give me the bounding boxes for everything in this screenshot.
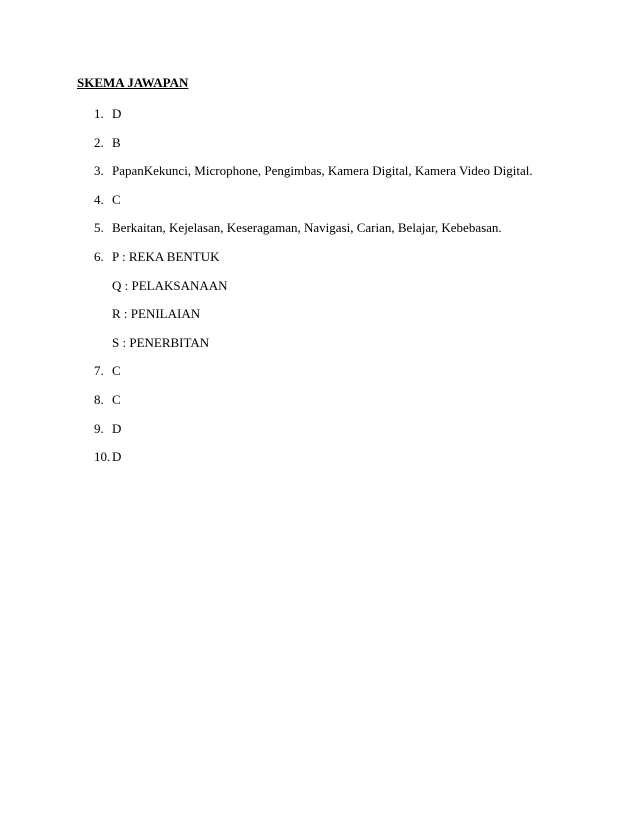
item-number: 4. — [94, 192, 104, 207]
item-answer: B — [112, 135, 121, 150]
sub-item: Q : PELAKSANAAN — [112, 278, 228, 293]
item-number: 8. — [94, 392, 104, 407]
item-number: 2. — [94, 135, 104, 150]
item-answer: P : REKA BENTUK — [112, 249, 220, 264]
sub-item: S : PENERBITAN — [112, 335, 210, 350]
item-answer: D — [112, 421, 122, 436]
item-number: 10. — [94, 449, 111, 464]
item-answer: C — [112, 392, 121, 407]
item-number: 7. — [94, 363, 104, 378]
page-title: SKEMA JAWAPAN — [77, 75, 189, 90]
item-number: 6. — [94, 249, 104, 264]
item-answer: PapanKekunci, Microphone, Pengimbas, Kamera Digital, Kamera Video Digital. — [112, 163, 533, 178]
item-number: 9. — [94, 421, 104, 436]
item-number: 1. — [94, 106, 104, 121]
item-number: 3. — [94, 163, 104, 178]
item-answer: C — [112, 363, 121, 378]
item-answer: D — [112, 106, 122, 121]
item-number: 5. — [94, 220, 104, 235]
sub-item: R : PENILAIAN — [112, 306, 201, 321]
item-answer: C — [112, 192, 121, 207]
item-answer: Berkaitan, Kejelasan, Keseragaman, Navigasi, Carian, Belajar, Kebebasan. — [112, 220, 502, 235]
item-answer: D — [112, 449, 122, 464]
